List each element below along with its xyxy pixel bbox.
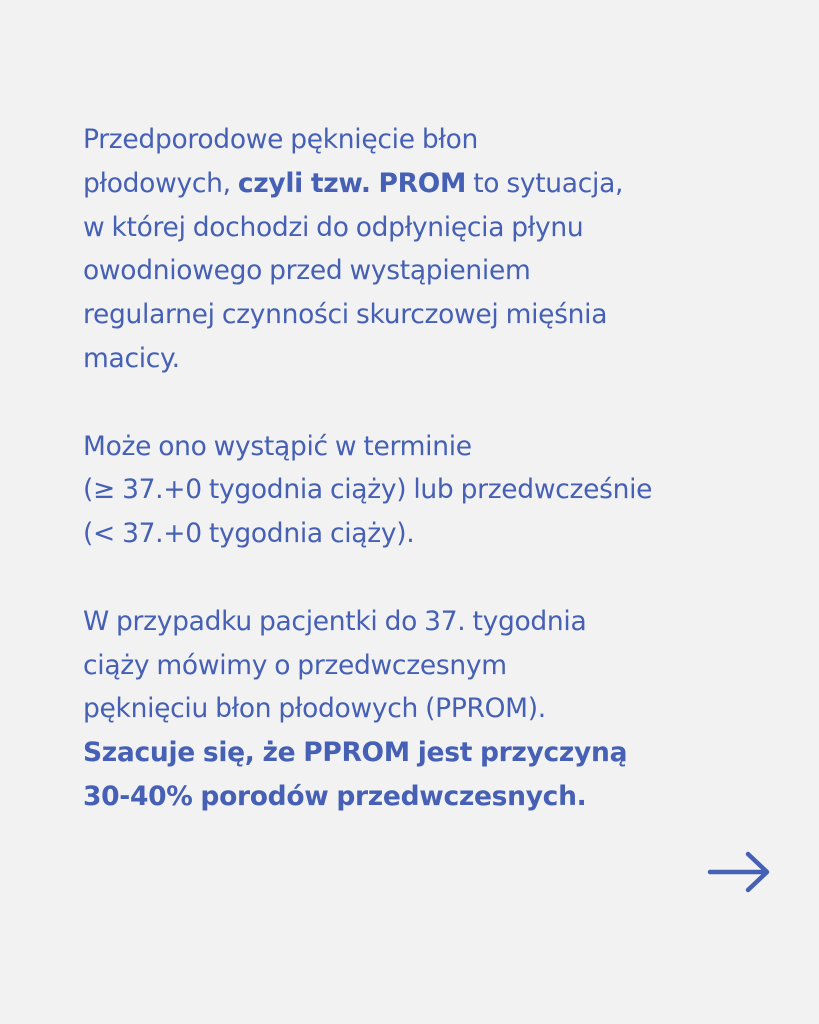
text-line: (≥ 37.+0 tygodnia ciąży) lub przedwcześnie (83, 474, 653, 506)
paragraph-timing (83, 425, 783, 556)
text-line: macicy. (83, 342, 180, 374)
text-segment: płodowych, (83, 167, 238, 199)
text-line: owodniowego przed wystąpieniem (83, 255, 531, 287)
text-line: Przedporodowe pęknięcie błon (83, 124, 478, 155)
article-text (83, 118, 783, 819)
text-line: pęknięciu błon płodowych (PPROM). (83, 693, 546, 725)
paragraph-pprom (83, 600, 783, 819)
text-line: ciąży mówimy o przedwczesnym (83, 649, 507, 681)
next-slide-button[interactable] (706, 848, 772, 896)
highlight-line: Szacuje się, że PPROM jest przyczyną (83, 737, 628, 769)
text-line: W przypadku pacjentki do 37. tygodnia (83, 605, 587, 637)
text-line: Może ono wystąpić w terminie (83, 430, 472, 462)
bold-term: czyli tzw. PROM (237, 167, 467, 199)
paragraph-spacer (83, 556, 783, 600)
text-line: (< 37.+0 tygodnia ciąży). (83, 518, 415, 550)
paragraph-spacer (83, 381, 783, 425)
text-line: w której dochodzi do odpłynięcia płynu (83, 211, 584, 243)
text-segment: to sytuacja, (466, 167, 624, 199)
arrow-right-icon (706, 848, 772, 896)
text-line (83, 162, 783, 206)
text-line: regularnej czynności skurczowej mięśnia (83, 299, 608, 331)
highlight-line: 30-40% porodów przedwczesnych. (83, 780, 587, 812)
paragraph-prom-definition (83, 118, 783, 381)
